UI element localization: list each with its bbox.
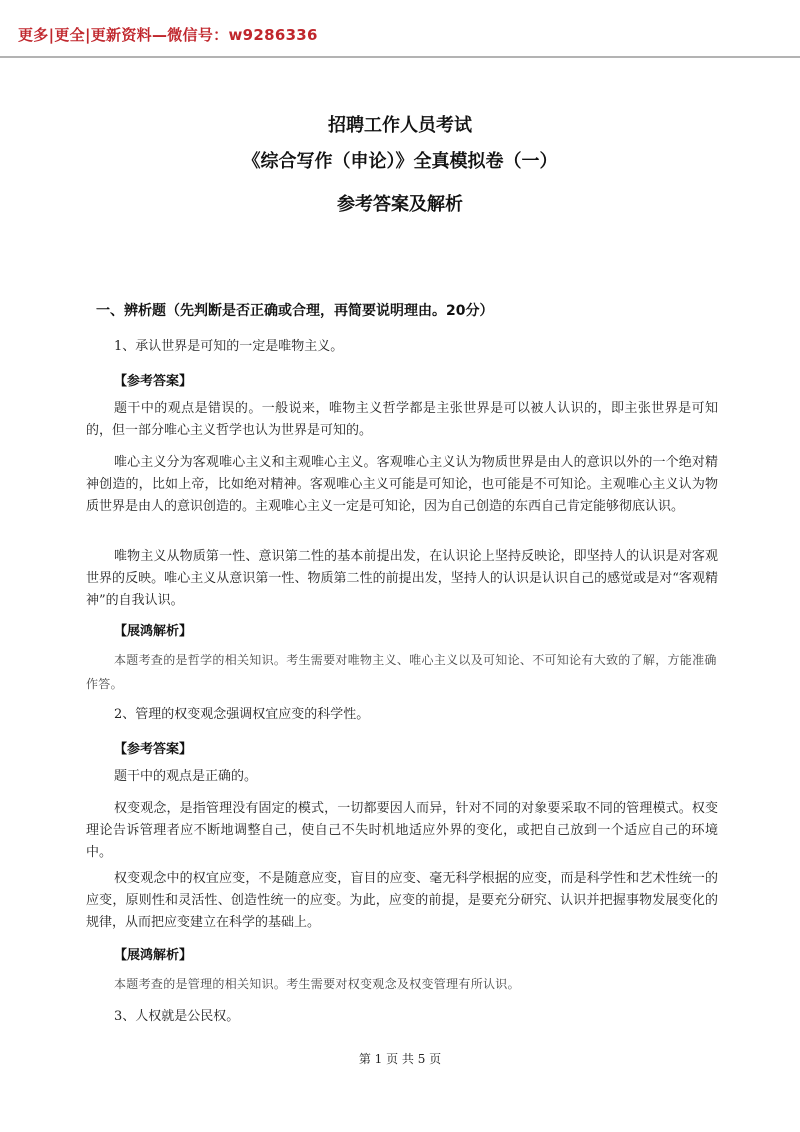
q2-answer-paragraph-2: 权变观念，是指管理没有固定的模式，一切都要因人而异，针对不同的对象要采取不同的管理模式。权变理论告诉管理者应不断地调整自己，使自己不失时机地适应外界的变化，或把自己放到一个适应自己的环境中。 [86, 801, 718, 860]
q1-answer-label: 【参考答案】 [114, 374, 193, 389]
q2-answer-paragraph-3: 权变观念中的权宜应变，不是随意应变，盲目的应变、毫无科学根据的应变，而是科学性和艺术性统一的应变，原则性和灵活性、创造性统一的应变。为此，应变的前提，是要充分研究、认识并把握事物发展变化的规律，从而把应变建立在科学的基础上。 [86, 871, 718, 930]
q2-answer-paragraph-1: 题干中的观点是正确的。 [114, 769, 258, 784]
q1-analysis: 本题考查的是哲学的相关知识。考生需要对唯物主义、唯心主义以及可知论、不可知论有大致的了解，方能准确作答。 [86, 653, 717, 691]
q2-analysis: 本题考查的是管理的相关知识。考生需要对权变观念及权变管理有所认识。 [114, 977, 520, 991]
doc-title-line2: 《综合写作（申论）》全真模拟卷（一） [242, 151, 558, 172]
q1-answer-paragraph-2: 唯心主义分为客观唯心主义和主观唯心主义。客观唯心主义认为物质世界是由人的意识以外的一个绝对精神创造的，比如上帝，比如绝对精神。客观唯心主义可能是可知论，也可能是不可知论。主观唯心主义认为物质世界是由人的意识创造的。主观唯心主义一定是可知论，因为自己创造的东西自己肯定能够彻底认识。 [86, 455, 718, 514]
question-2-title: 2、管理的权变观念强调权宜应变的科学性。 [114, 707, 370, 722]
q1-answer-paragraph-3: 唯物主义从物质第一性、意识第二性的基本前提出发，在认识论上坚持反映论，即坚持人的认识是对客观世界的反映。唯心主义从意识第一性、物质第二性的前提出发，坚持人的认识是认识自己的感觉或是对“客观精神”的自我认识。 [86, 549, 718, 608]
doc-title-line3: 参考答案及解析 [337, 194, 463, 215]
doc-title-line1: 招聘工作人员考试 [328, 115, 472, 136]
question-3-title: 3、人权就是公民权。 [114, 1009, 240, 1024]
q1-answer-paragraph-1: 题干中的观点是错误的。一般说来，唯物主义哲学都是主张世界是可以被人认识的，即主张世界是可知的，但一部分唯心主义哲学也认为世界是可知的。 [86, 401, 718, 438]
q2-answer-label: 【参考答案】 [114, 742, 193, 757]
wechat-banner: 更多|更全|更新资料—微信号：w9286336 [18, 26, 318, 44]
page-number: 第 1 页 共 5 页 [358, 1052, 442, 1066]
q1-analysis-label: 【展鸿解析】 [114, 624, 193, 639]
section-heading: 一、辨析题（先判断是否正确或合理，再简要说明理由。20分） [96, 303, 494, 319]
question-1-title: 1、承认世界是可知的一定是唯物主义。 [114, 339, 344, 354]
q2-analysis-label: 【展鸿解析】 [114, 948, 193, 963]
header-divider [0, 56, 800, 58]
